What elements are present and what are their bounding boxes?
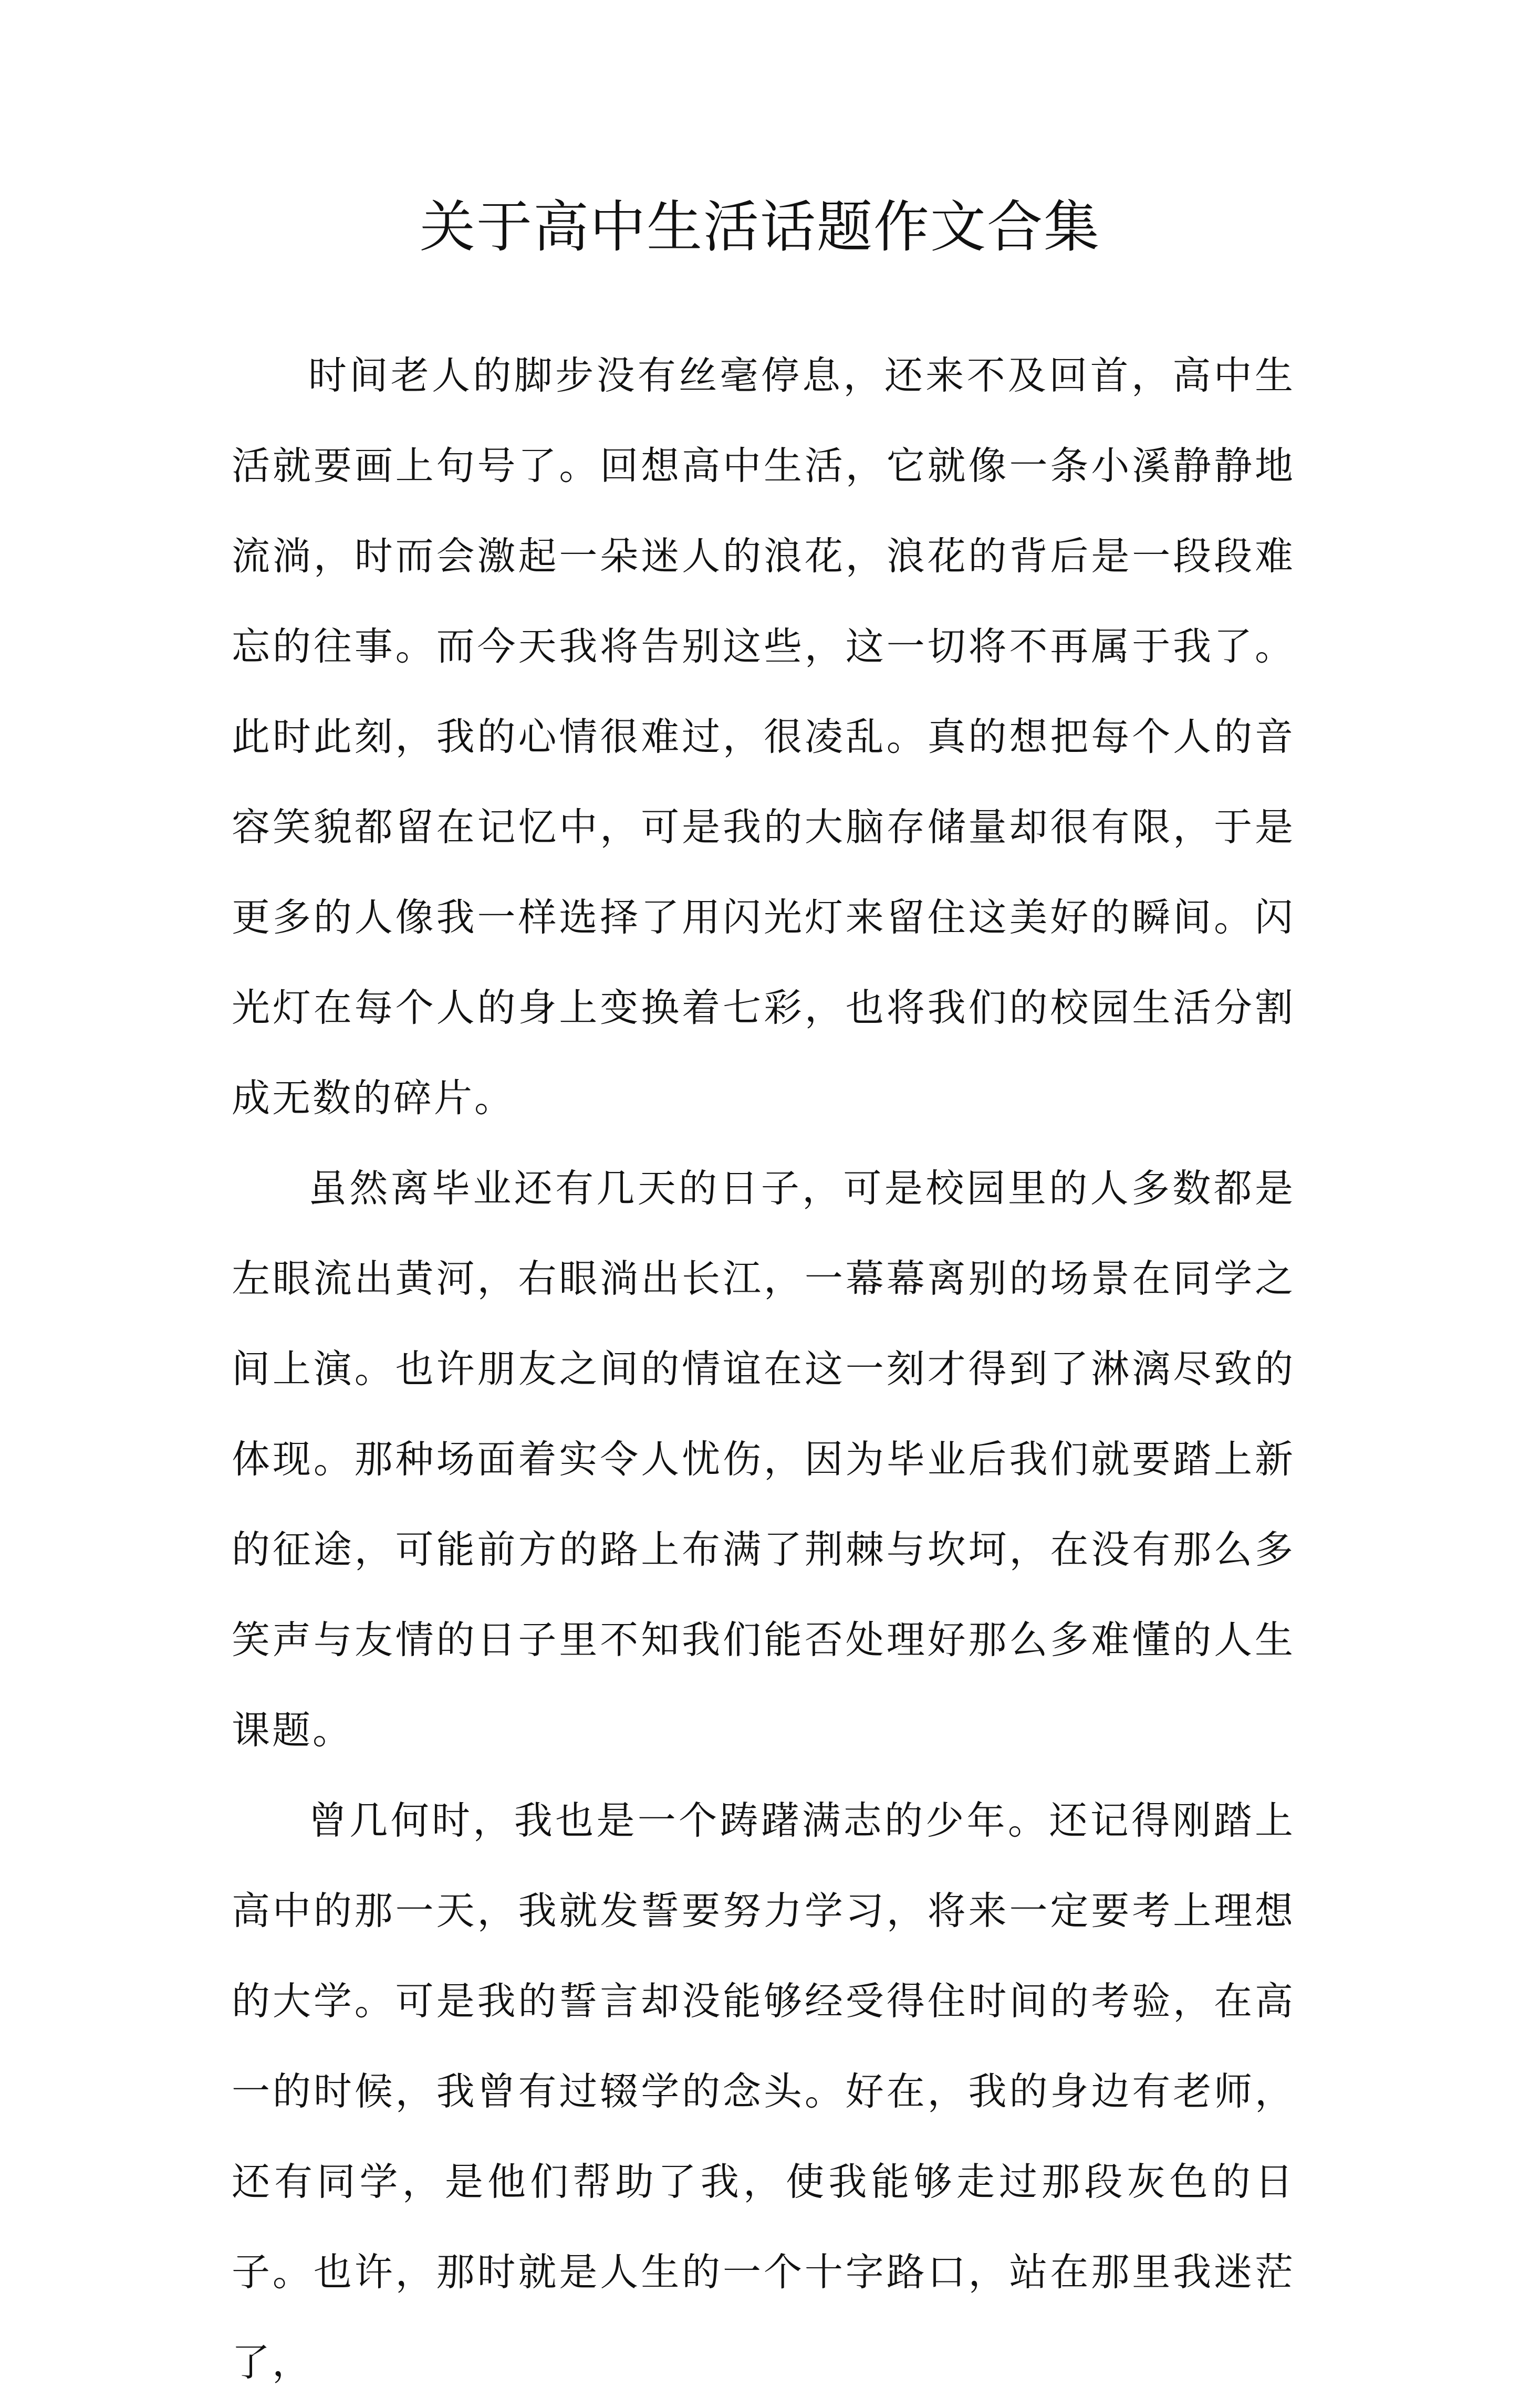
paragraph-3: 曾几何时，我也是一个踌躇满志的少年。还记得刚踏上高中的那一天，我就发誓要努力学习，将来一定要考上理想的大学。可是我的誓言却没能够经受得住时间的考验，在高一的时候，我曾有过辍学的念头。好在，我的身边有老师，还有同学，是他们帮助了我，使我能够走过那段灰色的日子。也许，那时就是人生的一个十字路口，站在那里我迷茫了， <box>232 1798 1295 2385</box>
paragraph-1: 时间老人的脚步没有丝毫停息，还来不及回首，高中生活就要画上句号了。回想高中生活，它就像一条小溪静静地流淌，时而会激起一朵迷人的浪花，浪花的背后是一段段难忘的往事。而今天我将告别这些，这一切将不再属于我了。此时此刻，我的心情很难过，很凌乱。真的想把每个人的音容笑貌都留在记忆中，可是我的大脑存储量却很有限，于是更多的人像我一样选择了用闪光灯来留住这美好的瞬间。闪光灯在每个人的身上变换着七彩，也将我们的校园生活分割成无数的碎片。 <box>232 353 1295 1121</box>
document-title: 关于高中生活话题作文合集 <box>420 195 1100 259</box>
essay-body <box>232 331 1295 2408</box>
paragraph-2: 虽然离毕业还有几天的日子，可是校园里的人多数都是左眼流出黄河，右眼淌出长江，一幕幕离别的场景在同学之间上演。也许朋友之间的情谊在这一刻才得到了淋漓尽致的体现。那种场面着实令人忧伤，因为毕业后我们就要踏上新的征途，可能前方的路上布满了荆棘与坎坷，在没有那么多笑声与友情的日子里不知我们能否处理好那么多难懂的人生课题。 <box>232 1166 1295 1753</box>
